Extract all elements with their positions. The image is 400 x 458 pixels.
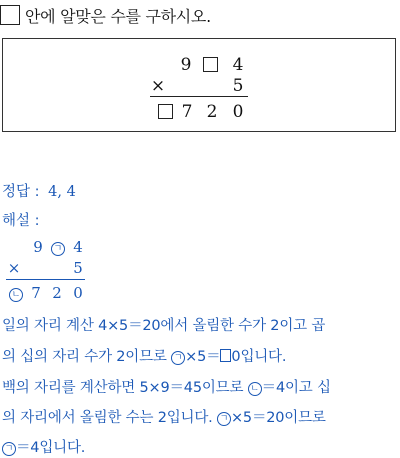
explanation-line [2, 345, 286, 366]
explanation-text: 의 자리에서 올림한 수는 2입니다. [2, 410, 217, 426]
blank-box [220, 349, 231, 362]
circle-label-icon: ㄱ [51, 242, 65, 256]
answer-colon: : [34, 184, 40, 200]
question-row [0, 2, 211, 28]
digit: 7 [31, 284, 41, 302]
explanation-text: ＝4이고 십 [261, 380, 331, 396]
digit: 2 [206, 102, 218, 122]
circle-label-icon: ㄱ [171, 351, 185, 365]
circle-label-icon: ㄱ [2, 442, 16, 456]
circle-label-icon: ㄴ [9, 288, 23, 302]
digit: 7 [181, 102, 193, 122]
explanation-heading [2, 209, 40, 230]
circle-label-icon: ㄴ [248, 382, 262, 396]
multiply-sign: × [7, 259, 21, 277]
digit: 0 [232, 102, 244, 122]
multiply-sign: × [150, 76, 166, 96]
explanation-text: 백의 자리를 계산하면 5×9＝45이므로 [2, 380, 248, 396]
explanation-text: 0입니다. [231, 349, 287, 365]
digit: 9 [180, 55, 192, 75]
digit: 2 [52, 284, 62, 302]
problem-frame [2, 38, 396, 132]
answer-label: 정답 [2, 184, 31, 200]
calc-line [6, 279, 85, 280]
circle-label-icon: ㄱ [217, 412, 231, 426]
digit: 5 [232, 76, 244, 96]
explanation-line [2, 406, 326, 427]
question-text: 안에 알맞은 수를 구하시오. [25, 6, 211, 26]
answer-line [2, 180, 76, 201]
digit: 0 [73, 284, 83, 302]
digit [7, 284, 25, 302]
explanation-text: 의 십의 자리 수가 2이므로 [2, 349, 172, 365]
calc-line [150, 96, 248, 97]
explanation-text: ×5＝ [185, 349, 221, 365]
explanation-line [2, 314, 325, 335]
blank-box [158, 104, 173, 119]
explanation-line [2, 436, 85, 457]
explanation-label: 해설 [2, 213, 31, 229]
digit: 4 [232, 55, 244, 75]
explanation-text: 일의 자리 계산 4×5＝20에서 올림한 수가 2이고 곱 [2, 318, 326, 334]
blank-box [203, 57, 218, 72]
digit: 9 [33, 238, 43, 256]
digit [49, 238, 67, 256]
explanation-text: ＝4입니다. [16, 440, 86, 456]
answer-box-icon [0, 5, 20, 25]
digit: 5 [73, 259, 83, 277]
explanation-line [2, 376, 331, 397]
digit: 4 [73, 238, 83, 256]
explanation-text: ×5＝20이므로 [230, 410, 326, 426]
explanation-colon: : [34, 213, 40, 229]
answer-value: 4, 4 [48, 184, 76, 200]
